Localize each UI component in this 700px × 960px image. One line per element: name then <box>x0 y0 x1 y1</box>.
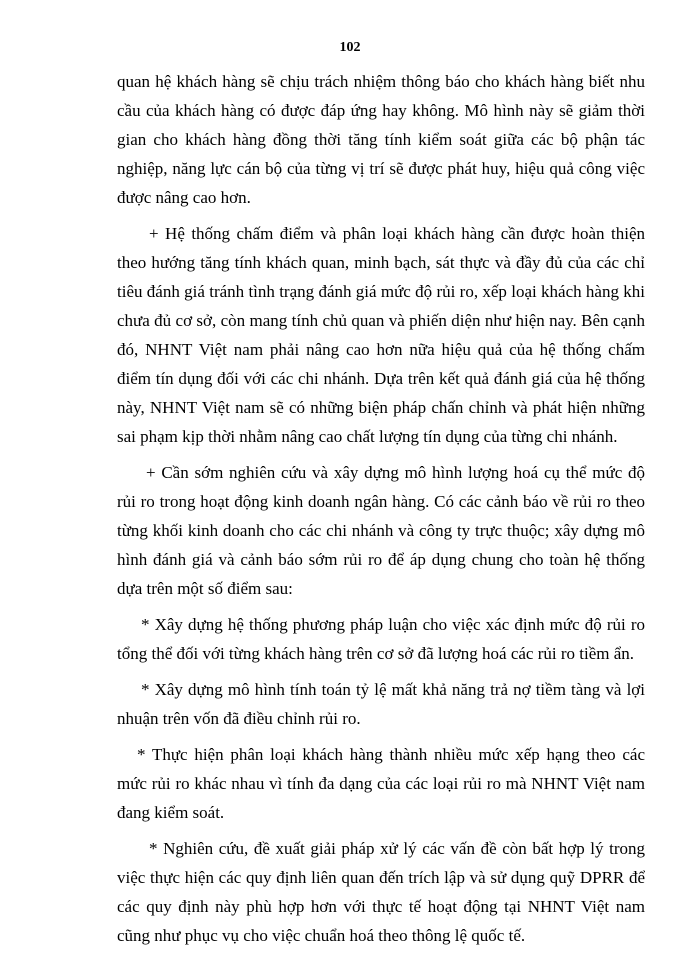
paragraph-1: quan hệ khách hàng sẽ chịu trách nhiệm thông báo cho khách hàng biết nhu cầu của khách hàng có được đáp ứng hay không. Mô hình này sẽ giảm thời gian cho khách hàng đồng thời tăng tính kiểm soát giữa các bộ phận tác nghiệp, năng lực cán bộ của từng vị trí sẽ được phát huy, hiệu quả công việc được nâng cao hơn. <box>117 72 645 207</box>
paragraph-7: * Nghiên cứu, đề xuất giải pháp xử lý các vấn đề còn bất hợp lý trong việc thực hiện các quy định liên quan đến trích lập và sử dụng quỹ DPRR để các quy định này phù hợp hơn với thực tế hoạt động tại NHNT Việt nam cũng như phục vụ cho việc chuẩn hoá theo thông lệ quốc tế. <box>117 839 645 945</box>
document-body <box>117 67 645 950</box>
page-number: 102 <box>339 40 361 55</box>
paragraph-6: * Thực hiện phân loại khách hàng thành nhiều mức xếp hạng theo các mức rủi ro khác nhau vì tính đa dạng của các loại rủi ro mà NHNT Việt nam đang kiểm soát. <box>117 745 645 822</box>
paragraph-3: + Cần sớm nghiên cứu và xây dựng mô hình lượng hoá cụ thể mức độ rủi ro trong hoạt động kinh doanh ngân hàng. Có các cảnh báo về rủi ro theo từng khối kinh doanh cho các chi nhánh và công ty trực thuộc; xây dựng mô hình đánh giá và cảnh báo sớm rủi ro để áp dụng chung cho toàn hệ thống dựa trên một số điểm sau: <box>117 463 645 598</box>
paragraph-4: * Xây dựng hệ thống phương pháp luận cho việc xác định mức độ rủi ro tổng thể đối với từng khách hàng trên cơ sở đã lượng hoá các rủi ro tiềm ẩn. <box>117 615 645 663</box>
paragraph-5: * Xây dựng mô hình tính toán tỷ lệ mất khả năng trả nợ tiềm tàng và lợi nhuận trên vốn đã điều chỉnh rủi ro. <box>117 680 645 728</box>
paragraph-2: + Hệ thống chấm điểm và phân loại khách hàng cần được hoàn thiện theo hướng tăng tính khách quan, minh bạch, sát thực và đầy đủ của các chỉ tiêu đánh giá tránh tình trạng đánh giá mức độ rủi ro, xếp loại khách hàng khi chưa đủ cơ sở, còn mang tính chủ quan và phiến diện như hiện nay. Bên cạnh đó, NHNT Việt nam phải nâng cao hơn nữa hiệu quả của hệ thống chấm điểm tín dụng đối với các chi nhánh. Dựa trên kết quả đánh giá của hệ thống này, NHNT Việt nam sẽ có những biện pháp chấn chỉnh và phát hiện những sai phạm kịp thời nhằm nâng cao chất lượng tín dụng của từng chi nhánh. <box>117 224 645 446</box>
